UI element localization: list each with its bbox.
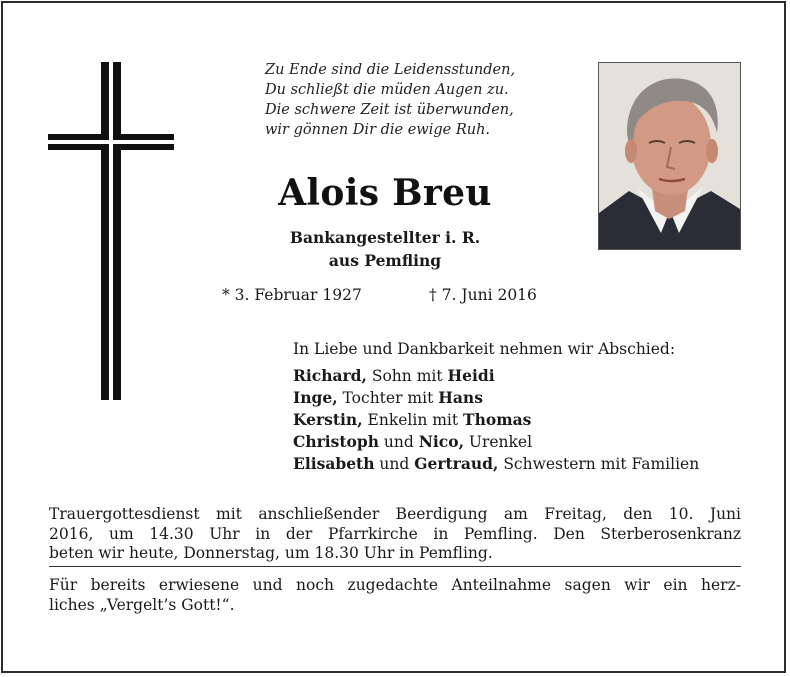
mourners-list xyxy=(293,365,699,475)
thanks-notice xyxy=(49,575,741,615)
poem-line: wir gönnen Dir die ewige Ruh. xyxy=(265,122,491,138)
deceased-name: Alois Breu xyxy=(278,172,492,214)
poem-line: Du schließt die müden Augen zu. xyxy=(265,82,509,98)
farewell-line: In Liebe und Dankbarkeit nehmen wir Abschied: xyxy=(293,340,676,358)
deceased-occupation: Bankangestellter i. R. xyxy=(289,228,481,247)
mourner-entry: Kerstin, Enkelin mit Thomas xyxy=(293,410,532,429)
deceased-origin: aus Pemfling xyxy=(328,251,442,270)
funeral-service-notice xyxy=(49,505,741,564)
memorial-poem xyxy=(265,60,585,140)
thanks-line: Für bereits erwiesene und noch zugedachte Anteilnahme sagen wir ein herz- xyxy=(49,576,741,594)
poem-line: Die schwere Zeit ist überwunden, xyxy=(265,102,514,118)
cross-icon xyxy=(48,62,174,400)
service-line: Trauergottesdienst mit anschließender Beerdigung am Freitag, den 10. Juni xyxy=(49,505,741,523)
poem-line: Zu Ende sind die Leidensstunden, xyxy=(265,62,516,78)
death-date: † 7. Juni 2016 xyxy=(429,286,537,304)
divider xyxy=(49,566,741,567)
mourner-entry: Elisabeth und Gertraud, Schwestern mit Familien xyxy=(293,454,700,473)
service-line: 2016, um 14.30 Uhr in der Pfarrkirche in Pemfling. Den Sterberosenkranz xyxy=(49,524,741,543)
mourner-entry: Inge, Tochter mit Hans xyxy=(293,388,483,407)
mourner-entry: Christoph und Nico, Urenkel xyxy=(293,432,533,451)
portrait-photo xyxy=(598,62,741,250)
birth-date: * 3. Februar 1927 xyxy=(222,286,362,304)
service-line: beten wir heute, Donnerstag, um 18.30 Uhr in Pemfling. xyxy=(49,544,493,562)
mourner-entry: Richard, Sohn mit Heidi xyxy=(293,366,495,385)
thanks-line: liches „Vergelt’s Gott!“. xyxy=(49,596,235,614)
